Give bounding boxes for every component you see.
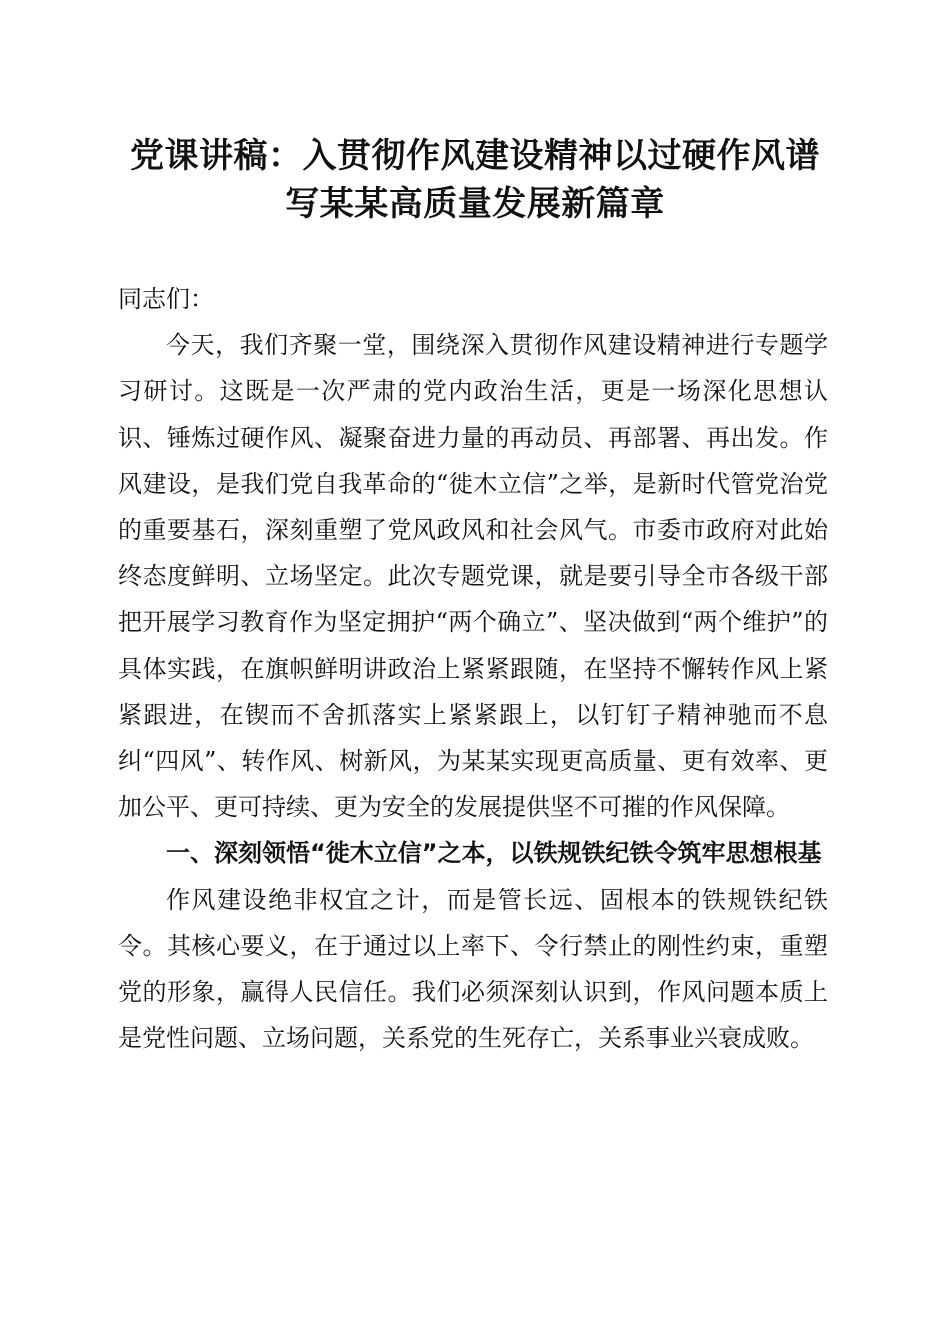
salutation: 同志们： — [118, 285, 214, 313]
title-line-1: 党课讲稿：入贯彻作风建设精神以过硬作风谱 — [130, 136, 820, 176]
title-line-2: 写某某高质量发展新篇章 — [285, 184, 665, 224]
document-title — [60, 132, 890, 228]
document-body — [118, 276, 828, 1061]
paragraph-intro: 今天，我们齐聚一堂，围绕深入贯彻作风建设精神进行专题学习研讨。这既是一次严肃的党内政治生活，更是一场深化思想认识、锤炼过硬作风、凝聚奋进力量的再动员、再部署、再出发。作风建设，是我们党自我革命的“徙木立信”之举，是新时代管党治党的重要基石，深刻重塑了党风政风和社会风气。市委市政府对此始终态度鲜明、立场坚定。此次专题党课，就是要引导全市各级干部把开展学习教育作为坚定拥护“两个确立”、坚决做到“两个维护”的具体实践，在旗帜鲜明讲政治上紧紧跟随，在坚持不懈转作风上紧紧跟进，在锲而不舍抓落实上紧紧跟上，以钉钉子精神驰而不息纠“四风”、转作风、树新风，为某某实现更高质量、更有效率、更加公平、更可持续、更为安全的发展提供坚不可摧的作风保障。 — [118, 331, 828, 822]
section-heading-1: 一、深刻领悟“徙木立信”之本，以铁规铁纪铁令筑牢思想根基 — [166, 839, 822, 868]
paragraph-section-1: 作风建设绝非权宜之计，而是管长远、固根本的铁规铁纪铁令。其核心要义，在于通过以上率下、令行禁止的刚性约束，重塑党的形象，赢得人民信任。我们必须深刻认识到，作风问题本质上是党性问题、立场问题，关系党的生死存亡，关系事业兴衰成败。 — [118, 885, 828, 1053]
